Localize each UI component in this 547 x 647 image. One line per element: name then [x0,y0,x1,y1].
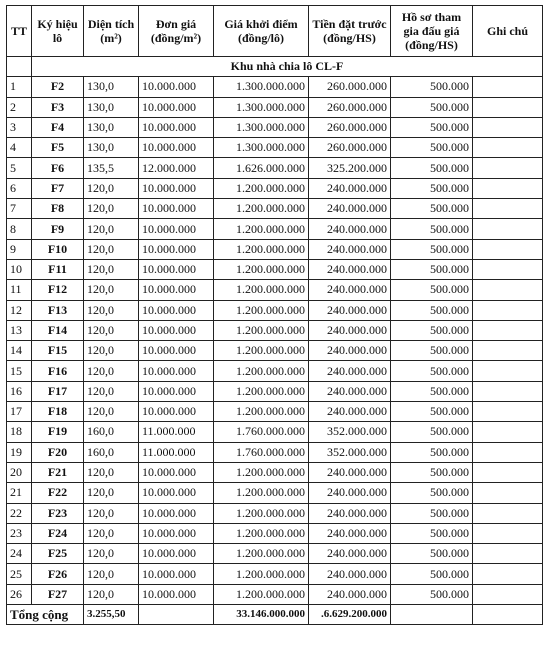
cell-deposit: 240.000.000 [309,503,391,523]
cell-area: 160,0 [84,442,139,462]
cell-unit-price: 10.000.000 [139,117,214,137]
cell-unit-price: 10.000.000 [139,523,214,543]
cell-note [473,259,543,279]
cell-deposit: 240.000.000 [309,523,391,543]
cell-tt: 26 [7,584,32,604]
cell-lot-code: F14 [32,320,84,340]
cell-tt: 1 [7,77,32,97]
section-spacer [7,57,32,77]
cell-tt: 5 [7,158,32,178]
cell-unit-price: 10.000.000 [139,219,214,239]
table-row [7,584,543,604]
cell-application-fee: 500.000 [391,483,473,503]
cell-area: 130,0 [84,77,139,97]
table-row [7,341,543,361]
cell-area: 120,0 [84,564,139,584]
header-note: Ghi chú [473,6,543,57]
cell-unit-price: 10.000.000 [139,239,214,259]
cell-area: 120,0 [84,219,139,239]
cell-start-price: 1.760.000.000 [214,442,309,462]
cell-tt: 9 [7,239,32,259]
cell-application-fee: 500.000 [391,564,473,584]
cell-deposit: 260.000.000 [309,97,391,117]
cell-lot-code: F3 [32,97,84,117]
cell-note [473,117,543,137]
cell-area: 120,0 [84,320,139,340]
cell-lot-code: F6 [32,158,84,178]
cell-tt: 20 [7,462,32,482]
cell-note [473,422,543,442]
cell-area: 120,0 [84,462,139,482]
cell-area: 120,0 [84,361,139,381]
cell-application-fee: 500.000 [391,422,473,442]
cell-unit-price: 11.000.000 [139,422,214,442]
cell-unit-price: 10.000.000 [139,199,214,219]
cell-note [473,584,543,604]
cell-note [473,77,543,97]
cell-note [473,178,543,198]
table-row [7,544,543,564]
cell-application-fee: 500.000 [391,341,473,361]
cell-note [473,523,543,543]
cell-area: 160,0 [84,422,139,442]
cell-area: 130,0 [84,97,139,117]
cell-lot-code: F24 [32,523,84,543]
cell-start-price: 1.300.000.000 [214,97,309,117]
cell-tt: 19 [7,442,32,462]
cell-deposit: 240.000.000 [309,219,391,239]
cell-area: 120,0 [84,544,139,564]
cell-start-price: 1.626.000.000 [214,158,309,178]
cell-start-price: 1.200.000.000 [214,564,309,584]
cell-deposit: 240.000.000 [309,259,391,279]
cell-start-price: 1.200.000.000 [214,259,309,279]
cell-note [473,564,543,584]
cell-unit-price: 10.000.000 [139,584,214,604]
table-row [7,117,543,137]
cell-tt: 12 [7,300,32,320]
total-area: 3.255,50 [84,605,139,625]
cell-tt: 22 [7,503,32,523]
table-row [7,381,543,401]
section-row [7,57,543,77]
cell-application-fee: 500.000 [391,158,473,178]
cell-deposit: 240.000.000 [309,280,391,300]
cell-unit-price: 10.000.000 [139,462,214,482]
cell-application-fee: 500.000 [391,523,473,543]
cell-area: 120,0 [84,259,139,279]
cell-tt: 3 [7,117,32,137]
cell-application-fee: 500.000 [391,199,473,219]
cell-application-fee: 500.000 [391,361,473,381]
cell-application-fee: 500.000 [391,138,473,158]
cell-note [473,462,543,482]
cell-unit-price: 10.000.000 [139,564,214,584]
cell-application-fee: 500.000 [391,442,473,462]
cell-deposit: 260.000.000 [309,138,391,158]
total-label: Tổng cộng [7,605,84,625]
cell-deposit: 240.000.000 [309,341,391,361]
section-title: Khu nhà chia lô CL-F [32,57,543,77]
cell-unit-price: 10.000.000 [139,402,214,422]
cell-tt: 10 [7,259,32,279]
cell-lot-code: F8 [32,199,84,219]
cell-lot-code: F4 [32,117,84,137]
cell-start-price: 1.760.000.000 [214,422,309,442]
cell-tt: 25 [7,564,32,584]
cell-deposit: 240.000.000 [309,564,391,584]
header-deposit: Tiền đặt trước (đồng/HS) [309,6,391,57]
cell-application-fee: 500.000 [391,300,473,320]
cell-note [473,381,543,401]
cell-start-price: 1.200.000.000 [214,341,309,361]
cell-deposit: 240.000.000 [309,178,391,198]
cell-start-price: 1.200.000.000 [214,280,309,300]
cell-deposit: 260.000.000 [309,77,391,97]
total-note-empty [473,605,543,625]
table-row [7,178,543,198]
cell-tt: 4 [7,138,32,158]
table-row [7,503,543,523]
cell-application-fee: 500.000 [391,239,473,259]
cell-area: 130,0 [84,138,139,158]
cell-deposit: 352.000.000 [309,442,391,462]
cell-note [473,199,543,219]
cell-lot-code: F18 [32,402,84,422]
cell-application-fee: 500.000 [391,320,473,340]
cell-note [473,239,543,259]
cell-deposit: 240.000.000 [309,462,391,482]
table-row [7,564,543,584]
cell-lot-code: F2 [32,77,84,97]
cell-area: 120,0 [84,239,139,259]
cell-lot-code: F16 [32,361,84,381]
cell-start-price: 1.300.000.000 [214,77,309,97]
cell-note [473,320,543,340]
cell-tt: 21 [7,483,32,503]
cell-unit-price: 10.000.000 [139,178,214,198]
cell-application-fee: 500.000 [391,117,473,137]
table-row [7,77,543,97]
cell-tt: 8 [7,219,32,239]
cell-note [473,219,543,239]
table-row [7,361,543,381]
cell-note [473,97,543,117]
cell-note [473,341,543,361]
cell-unit-price: 10.000.000 [139,320,214,340]
table-row [7,239,543,259]
table-row [7,462,543,482]
cell-application-fee: 500.000 [391,259,473,279]
cell-deposit: 352.000.000 [309,422,391,442]
auction-lot-table [6,5,543,625]
cell-lot-code: F26 [32,564,84,584]
cell-unit-price: 10.000.000 [139,280,214,300]
total-row [7,605,543,625]
cell-start-price: 1.200.000.000 [214,239,309,259]
cell-note [473,158,543,178]
table-row [7,280,543,300]
table-row [7,219,543,239]
table-row [7,320,543,340]
cell-start-price: 1.300.000.000 [214,117,309,137]
cell-unit-price: 12.000.000 [139,158,214,178]
cell-tt: 6 [7,178,32,198]
cell-unit-price: 10.000.000 [139,138,214,158]
cell-lot-code: F12 [32,280,84,300]
cell-note [473,503,543,523]
header-start-price: Giá khởi điểm (đồng/lô) [214,6,309,57]
cell-start-price: 1.200.000.000 [214,523,309,543]
cell-tt: 17 [7,402,32,422]
cell-area: 120,0 [84,523,139,543]
cell-start-price: 1.200.000.000 [214,219,309,239]
cell-deposit: 240.000.000 [309,483,391,503]
cell-tt: 23 [7,523,32,543]
cell-unit-price: 10.000.000 [139,77,214,97]
cell-start-price: 1.200.000.000 [214,402,309,422]
cell-start-price: 1.200.000.000 [214,462,309,482]
cell-deposit: 240.000.000 [309,361,391,381]
cell-start-price: 1.200.000.000 [214,320,309,340]
table-row [7,138,543,158]
cell-lot-code: F15 [32,341,84,361]
cell-deposit: 260.000.000 [309,117,391,137]
cell-application-fee: 500.000 [391,77,473,97]
cell-area: 130,0 [84,117,139,137]
cell-deposit: 240.000.000 [309,544,391,564]
cell-note [473,361,543,381]
cell-unit-price: 10.000.000 [139,483,214,503]
header-lot-code: Ký hiệu lô [32,6,84,57]
cell-unit-price: 10.000.000 [139,503,214,523]
cell-application-fee: 500.000 [391,503,473,523]
cell-tt: 13 [7,320,32,340]
cell-unit-price: 10.000.000 [139,259,214,279]
total-deposit: .6.629.200.000 [309,605,391,625]
cell-note [473,280,543,300]
cell-application-fee: 500.000 [391,381,473,401]
cell-application-fee: 500.000 [391,280,473,300]
cell-application-fee: 500.000 [391,462,473,482]
cell-tt: 7 [7,199,32,219]
cell-start-price: 1.200.000.000 [214,199,309,219]
cell-lot-code: F5 [32,138,84,158]
cell-start-price: 1.200.000.000 [214,503,309,523]
table-header [7,6,543,57]
cell-lot-code: F11 [32,259,84,279]
cell-lot-code: F27 [32,584,84,604]
table-row [7,442,543,462]
cell-lot-code: F23 [32,503,84,523]
cell-start-price: 1.200.000.000 [214,584,309,604]
cell-area: 120,0 [84,300,139,320]
cell-note [473,300,543,320]
cell-area: 120,0 [84,178,139,198]
cell-tt: 15 [7,361,32,381]
cell-tt: 2 [7,97,32,117]
cell-lot-code: F20 [32,442,84,462]
cell-deposit: 240.000.000 [309,300,391,320]
table-row [7,199,543,219]
cell-application-fee: 500.000 [391,584,473,604]
cell-tt: 24 [7,544,32,564]
cell-unit-price: 10.000.000 [139,97,214,117]
cell-start-price: 1.200.000.000 [214,544,309,564]
cell-note [473,402,543,422]
header-application-fee: Hồ sơ tham gia đấu giá (đồng/HS) [391,6,473,57]
cell-tt: 11 [7,280,32,300]
cell-application-fee: 500.000 [391,219,473,239]
table-row [7,97,543,117]
cell-lot-code: F17 [32,381,84,401]
cell-lot-code: F25 [32,544,84,564]
cell-area: 120,0 [84,280,139,300]
table-row [7,523,543,543]
total-unit-price-empty [139,605,214,625]
cell-deposit: 240.000.000 [309,402,391,422]
cell-lot-code: F9 [32,219,84,239]
table-row [7,422,543,442]
cell-note [473,483,543,503]
cell-tt: 16 [7,381,32,401]
cell-start-price: 1.200.000.000 [214,178,309,198]
cell-area: 120,0 [84,584,139,604]
cell-deposit: 240.000.000 [309,320,391,340]
cell-start-price: 1.200.000.000 [214,381,309,401]
cell-unit-price: 10.000.000 [139,381,214,401]
cell-application-fee: 500.000 [391,402,473,422]
header-area: Diện tích (m²) [84,6,139,57]
cell-lot-code: F19 [32,422,84,442]
cell-deposit: 240.000.000 [309,381,391,401]
cell-area: 120,0 [84,341,139,361]
cell-application-fee: 500.000 [391,178,473,198]
cell-unit-price: 11.000.000 [139,442,214,462]
table-body [7,57,543,605]
cell-start-price: 1.200.000.000 [214,361,309,381]
table-row [7,402,543,422]
header-tt: TT [7,6,32,57]
cell-area: 120,0 [84,483,139,503]
cell-application-fee: 500.000 [391,544,473,564]
cell-start-price: 1.300.000.000 [214,138,309,158]
cell-unit-price: 10.000.000 [139,544,214,564]
table-row [7,259,543,279]
table-row [7,300,543,320]
cell-lot-code: F21 [32,462,84,482]
cell-area: 120,0 [84,381,139,401]
cell-note [473,544,543,564]
cell-lot-code: F22 [32,483,84,503]
cell-tt: 18 [7,422,32,442]
cell-deposit: 240.000.000 [309,199,391,219]
cell-tt: 14 [7,341,32,361]
cell-start-price: 1.200.000.000 [214,300,309,320]
cell-area: 135,5 [84,158,139,178]
header-unit-price: Đơn giá (đồng/m²) [139,6,214,57]
cell-unit-price: 10.000.000 [139,361,214,381]
cell-note [473,442,543,462]
cell-unit-price: 10.000.000 [139,300,214,320]
cell-lot-code: F10 [32,239,84,259]
cell-start-price: 1.200.000.000 [214,483,309,503]
cell-area: 120,0 [84,199,139,219]
cell-lot-code: F7 [32,178,84,198]
cell-area: 120,0 [84,503,139,523]
table-row [7,483,543,503]
cell-deposit: 325.200.000 [309,158,391,178]
cell-deposit: 240.000.000 [309,239,391,259]
cell-application-fee: 500.000 [391,97,473,117]
cell-deposit: 240.000.000 [309,584,391,604]
cell-unit-price: 10.000.000 [139,341,214,361]
total-fee-empty [391,605,473,625]
cell-lot-code: F13 [32,300,84,320]
cell-note [473,138,543,158]
table-row [7,158,543,178]
cell-area: 120,0 [84,402,139,422]
total-start-price: 33.146.000.000 [214,605,309,625]
